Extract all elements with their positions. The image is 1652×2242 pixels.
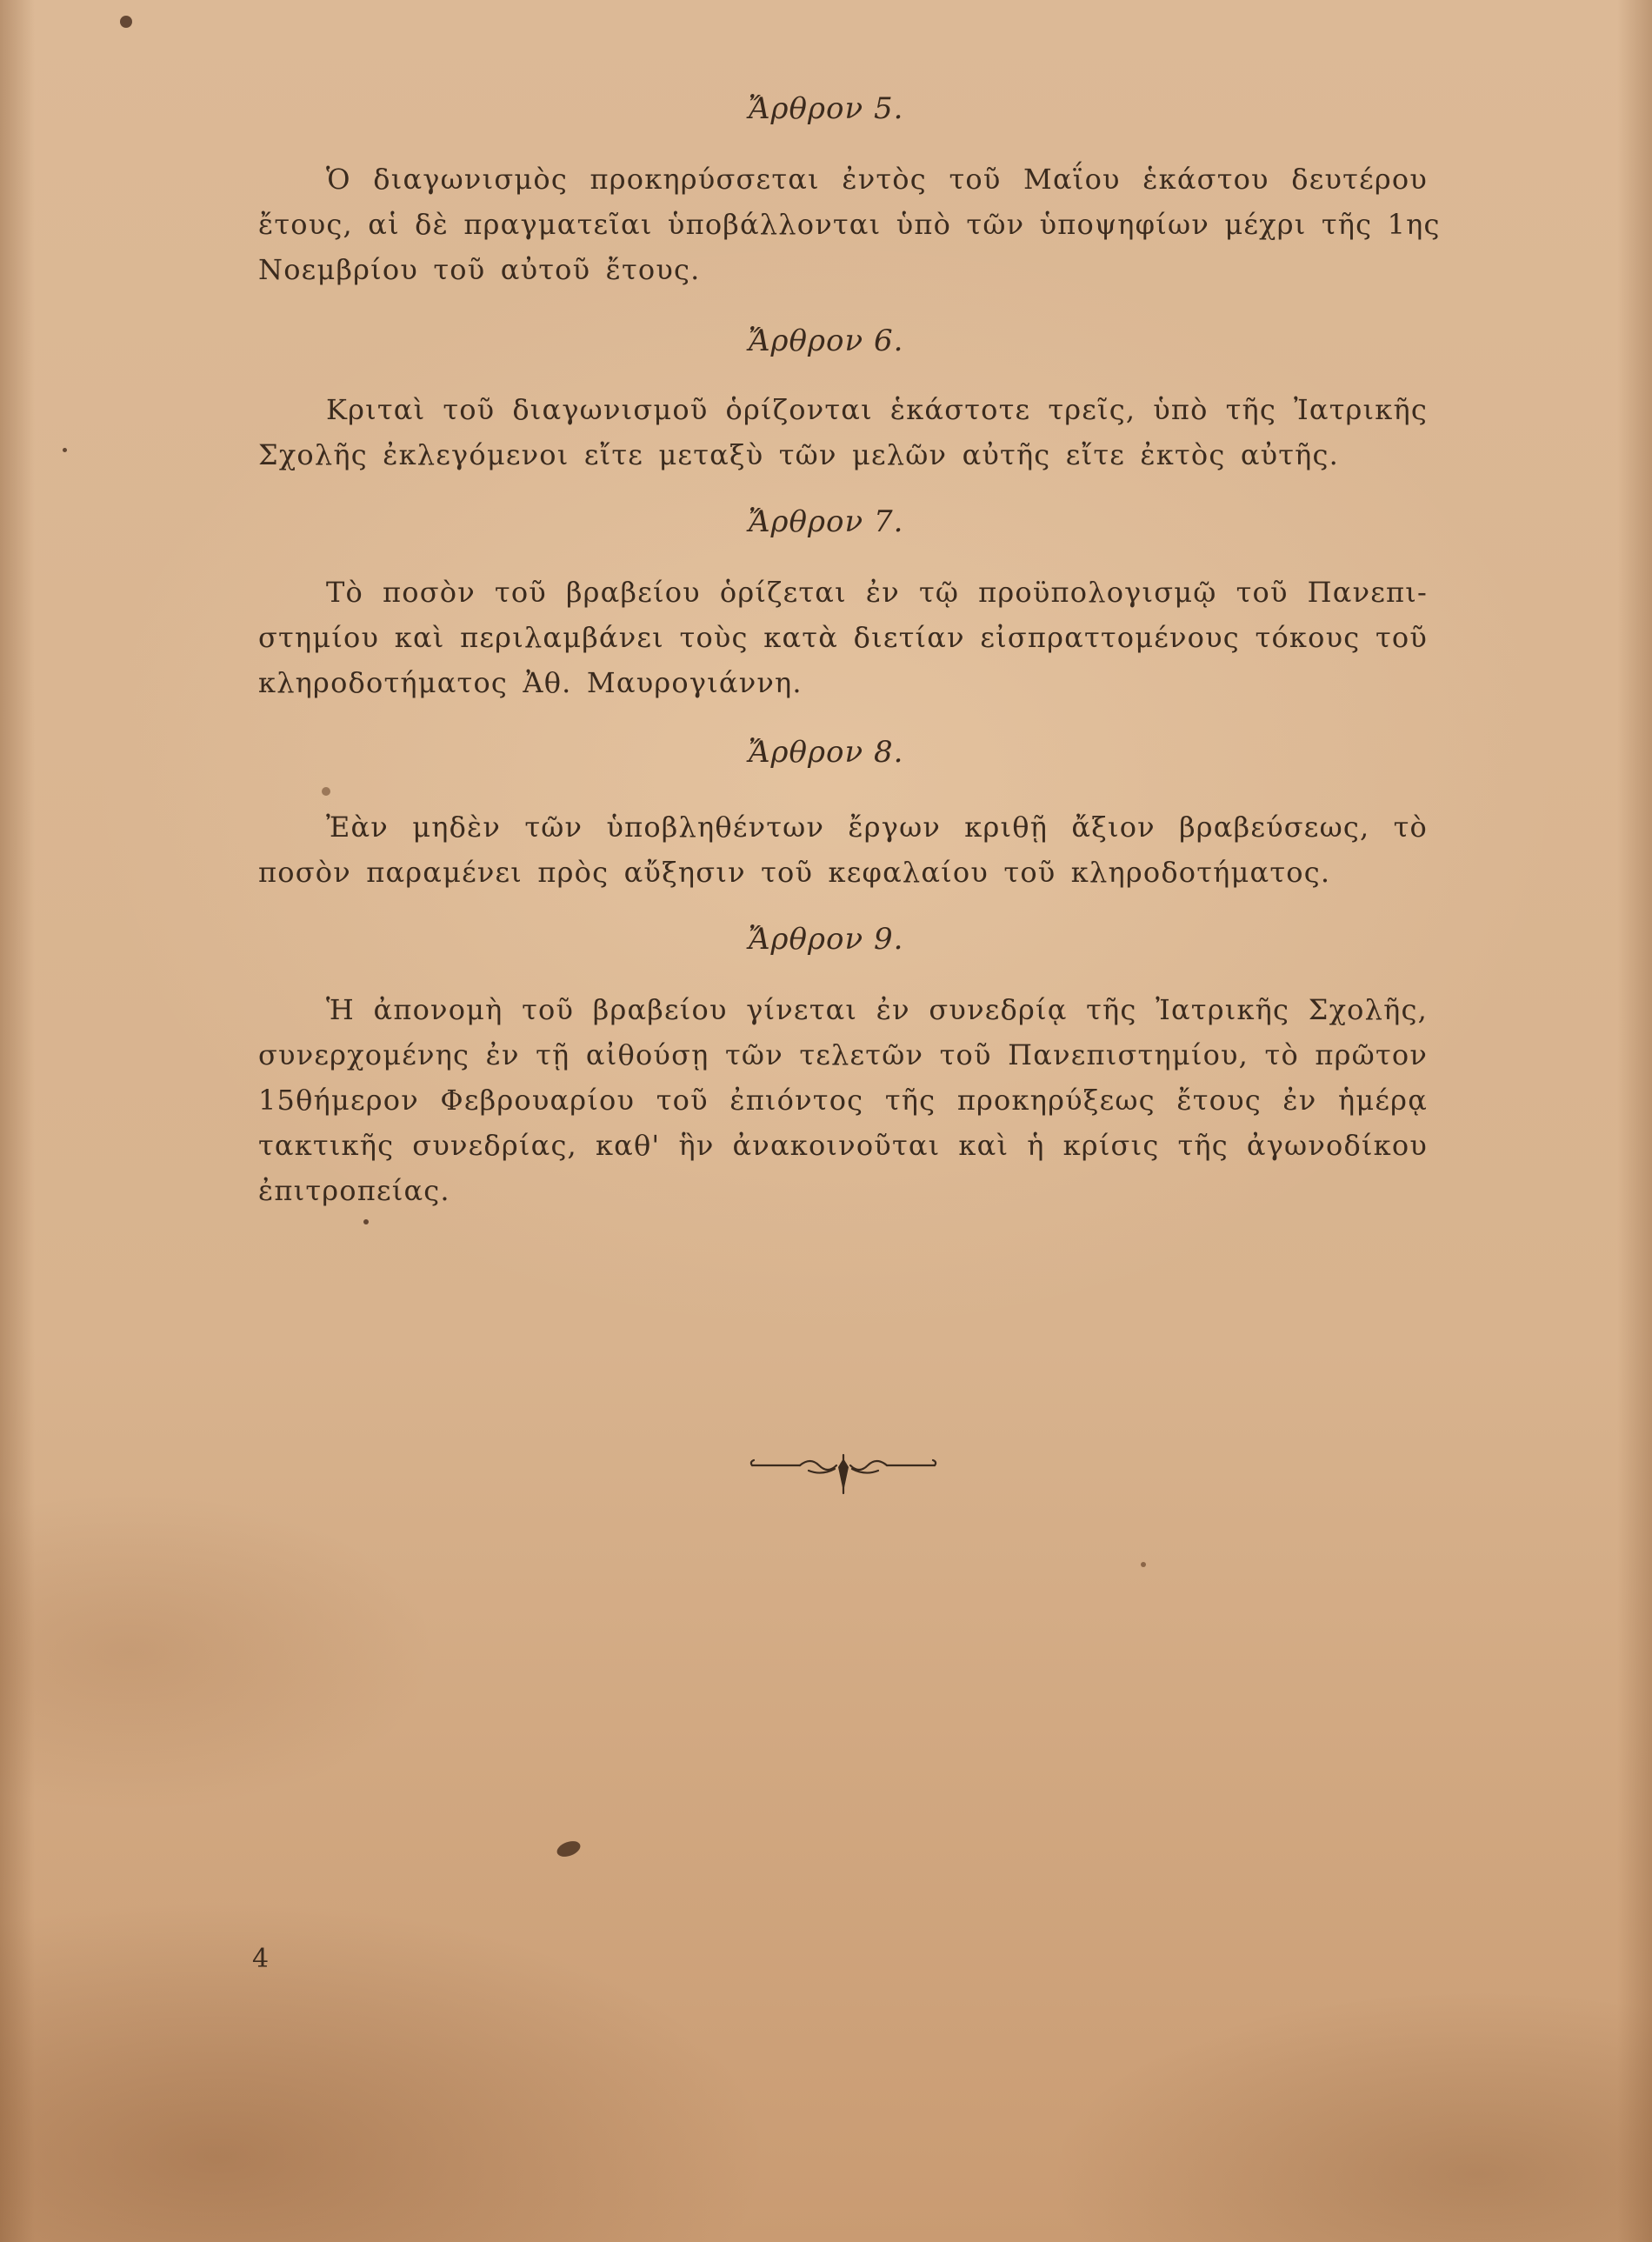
article-5-body (258, 157, 1441, 292)
article-7-body (258, 570, 1428, 705)
article-9-line-4: τακτικῆς συνεδρίας, καθ' ἣν ἀνακοινοῦται καὶ ἡ κρίσις τῆς ἀγωνοδίκου (258, 1129, 1428, 1162)
article-9-line-3: 15θήμερον Φεβρουαρίου τοῦ ἐπιόντος τῆς προκηρύξεως ἔτους ἐν ἡμέρᾳ (258, 1084, 1428, 1117)
article-5-line-1: Ὁ διαγωνισμὸς προκηρύσσεται ἐντὸς τοῦ Μαΐου ἑκάστου δευτέρου (326, 163, 1428, 196)
article-9-line-1: Ἡ ἀπονομὴ τοῦ βραβείου γίνεται ἐν συνεδρίᾳ τῆς Ἰατρικῆς Σχολῆς, (326, 993, 1428, 1026)
ink-speck (63, 448, 67, 452)
article-6-heading: Ἄρθρον 6. (748, 324, 904, 358)
article-5-line-2: ἔτους, αἱ δὲ πραγματεῖαι ὑποβάλλονται ὑπὸ τῶν ὑποψηφίων μέχρι τῆς 1ης (258, 208, 1441, 241)
article-9-body (258, 987, 1428, 1213)
article-8-line-1: Ἐὰν μηδὲν τῶν ὑποβληθέντων ἔργων κριθῇ ἄξιον βραβεύσεως, τὸ (326, 811, 1428, 844)
ink-speck (322, 787, 330, 796)
ink-speck (363, 1219, 369, 1224)
article-7-line-3: κληροδοτήματος Ἀθ. Μαυρογιάννη. (258, 666, 803, 699)
article-8-heading: Ἄρθρον 8. (748, 735, 904, 770)
article-5-line-3: Νοεμβρίου τοῦ αὐτοῦ ἔτους. (258, 253, 701, 286)
article-8-line-2: ποσὸν παραμένει πρὸς αὔξησιν τοῦ κεφαλαίου τοῦ κληροδοτήματος. (258, 856, 1331, 889)
ink-speck (1141, 1562, 1146, 1567)
article-6-line-1: Κριταὶ τοῦ διαγωνισμοῦ ὁρίζονται ἑκάστοτε τρεῖς, ὑπὸ τῆς Ἰατρικῆς (326, 393, 1428, 426)
article-6-line-2: Σχολῆς ἐκλεγόμενοι εἴτε μεταξὺ τῶν μελῶν αὐτῆς εἴτε ἐκτὸς αὐτῆς. (258, 438, 1340, 471)
article-7-line-1: Τὸ ποσὸν τοῦ βραβείου ὁρίζεται ἐν τῷ προϋπολογισμῷ τοῦ Πανεπι- (326, 576, 1428, 609)
decorative-ornament-icon (748, 1448, 939, 1500)
article-9-line-2: συνερχομένης ἐν τῇ αἰθούσῃ τῶν τελετῶν τοῦ Πανεπιστημίου, τὸ πρῶτον (258, 1038, 1428, 1071)
article-7-heading: Ἄρθρον 7. (748, 504, 904, 539)
article-8-body (258, 804, 1428, 895)
article-5-heading: Ἄρθρον 5. (748, 91, 904, 126)
ink-stain (555, 1838, 583, 1860)
ink-speck (120, 16, 132, 28)
article-9-line-5: ἐπιτροπείας. (258, 1174, 450, 1207)
page-number: 4 (252, 1944, 270, 1974)
article-6-body (258, 387, 1428, 477)
article-7-line-2: στημίου καὶ περιλαμβάνει τοὺς κατὰ διετίαν εἰσπραττομένους τόκους τοῦ (258, 621, 1428, 654)
article-9-heading: Ἄρθρον 9. (748, 922, 904, 957)
